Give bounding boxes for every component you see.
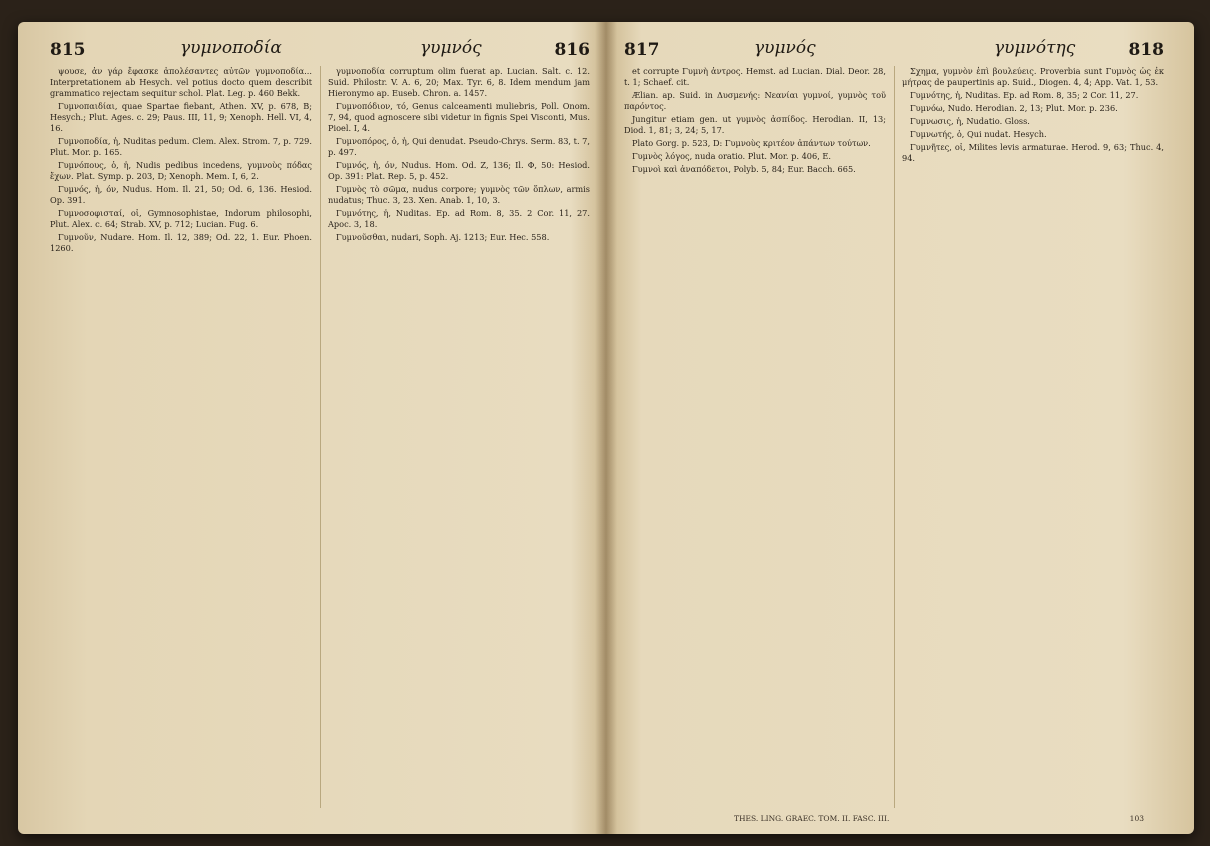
entry-paragraph: Γυμνωσις, ἡ, Nudatio. Gloss.: [910, 116, 1030, 126]
entry-paragraph: Γυμνός, ἡ, όν, Nudus. Hom. Il. 21, 50; Od. 6, 136. Hesiod. Op. 391.: [50, 184, 312, 205]
entry-paragraph: Γυμνοπόρος, ὁ, ἡ, Qui denudat. Pseudo-Chrys. Serm. 83, t. 7, p. 497.: [328, 136, 590, 157]
page-number: 816: [554, 40, 590, 60]
entry-paragraph: Γυμνὸς τὸ σῶμα, nudus corpore; γυμνὸς τῶν ὅπλων, armis nudatus; Thuc. 3, 23. Xen. Anab. 1, 10, 3.: [328, 184, 590, 205]
entry-paragraph: Γυμνοπαιδίαι, quae Spartae fiebant, Athen. XV, p. 678, B; Hesych.; Plut. Ages. c. 29; Paus. III, 11, 9; Xenoph. Hell. VI, 4, 16.: [50, 101, 312, 133]
entry-paragraph: Ælian. ap. Suid. in Δυσμενής: Νεανίαι γυμνοί, γυμνὸς τοῦ παρόντος.: [624, 90, 886, 111]
page-footer: [624, 814, 1164, 828]
open-book: [18, 22, 1194, 834]
entry-paragraph: Γυμνοῦν, Nudare. Hom. Il. 12, 389; Od. 22, 1. Eur. Phoen. 1260.: [50, 232, 312, 253]
entry-paragraph: Jungitur etiam gen. ut γυμνὸς ἀσπίδος. Herodian. II, 13; Diod. 1, 81; 3, 24; 5, 17.: [624, 114, 886, 135]
signature-mark: THES. LING. GRAEC. TOM. II. FASC. III.: [734, 814, 890, 823]
entry-paragraph: Γυμνότης, ἡ, Nuditas. Ep. ad Rom. 8, 35; 2 Cor. 11, 27.: [910, 90, 1139, 100]
entry-paragraph: Γυμνοσοφισταί, οἱ, Gymnosophistae, Indorum philosophi, Plut. Alex. c. 64; Strab. XV, p. 712; Lucian. Fug. 6.: [50, 208, 312, 229]
entry-paragraph: Γυμνοποδία, ἡ, Nuditas pedum. Clem. Alex. Strom. 7, p. 729. Plut. Mor. p. 165.: [50, 136, 312, 157]
column-rule: [320, 66, 321, 808]
sheet-number: 103: [1129, 814, 1144, 823]
entry-paragraph: Γυμνοπόδιον, τό, Genus calceamenti muliebris, Poll. Onom. 7, 94, quod agnoscere sibi videtur in fignis Spei Visconti, Mus. Pioel. I, 4.: [328, 101, 590, 133]
entry-paragraph: Γυμνοῦσθαι, nudari, Soph. Aj. 1213; Eur. Hec. 558.: [336, 232, 550, 242]
page-number: 818: [1128, 40, 1164, 60]
page-number: 815: [50, 40, 86, 60]
entry-paragraph: Γυμνόω, Nudo. Herodian. 2, 13; Plut. Mor. p. 236.: [910, 103, 1118, 113]
entry-paragraph: Γυμνωτής, ὁ, Qui nudat. Hesych.: [910, 129, 1047, 139]
entry-paragraph: Σχημα, γυμνὸν ἐπὶ βουλεύεις. Proverbia sunt Γυμνὸς ὡς ἐκ μήτρας de paupertinis ap. Suid., Diogen. 4, 4; App. Vat. 1, 53.: [902, 66, 1164, 87]
left-page: [50, 38, 590, 808]
text-column: [902, 66, 1164, 808]
entry-paragraph: ψουσε, ἀν γάρ ἔφασκε ἀπολέσαντες αὐτῶν γυμνοποδία... Interpretationem ab Hesych. vel potius docto quem describit grammatico rejectam sequitur schol. Plat. Leg. p. 460 Bekk.: [50, 66, 312, 98]
running-title: γυμνός: [754, 38, 816, 58]
running-title: γυμνοποδία: [180, 38, 282, 58]
entry-paragraph: Γυμνοὶ καὶ ἀναπόδετοι, Polyb. 5, 84; Eur. Bacch. 665.: [632, 164, 856, 174]
right-page-header: [624, 38, 1164, 60]
text-column: [624, 66, 886, 808]
book-gutter: [595, 22, 617, 834]
column-rule: [894, 66, 895, 808]
entry-paragraph: Γυμνὸς λόγος, nuda oratio. Plut. Mor. p. 406, E.: [632, 151, 831, 161]
entry-paragraph: γυμνοποδία corruptum olim fuerat ap. Lucian. Salt. c. 12. Suid. Philostr. V. A. 6, 20; Max. Tyr. 6, 8. Idem mendum jam Hieronymo ap. Euseb. Chron. a. 1457.: [328, 66, 590, 98]
entry-paragraph: Γυμνῆτες, οἱ, Milites levis armaturae. Herod. 9, 63; Thuc. 4, 94.: [902, 142, 1164, 163]
entry-paragraph: et corrupte Γυμνὴ ἀντρος. Hemst. ad Lucian. Dial. Deor. 28, t. 1; Schaef. cit.: [624, 66, 886, 87]
running-title: γυμνός: [420, 38, 482, 58]
right-page: [624, 38, 1164, 823]
entry-paragraph: Γυμνός, ἡ, όν, Nudus. Hom. Od. Z, 136; Il. Φ, 50: Hesiod. Op. 391: Plat. Rep. 5, p. 452.: [328, 160, 590, 181]
page-number: 817: [624, 40, 660, 60]
entry-paragraph: Γυμνότης, ἡ, Nuditas. Ep. ad Rom. 8, 35. 2 Cor. 11, 27. Apoc. 3, 18.: [328, 208, 590, 229]
text-column: [328, 66, 590, 808]
entry-paragraph: Γυμνόπους, ὁ, ἡ, Nudis pedibus incedens, γυμνοὺς πόδας ἔχων. Plat. Symp. p. 203, D; Xenoph. Mem. I, 6, 2.: [50, 160, 312, 181]
text-column: [50, 66, 312, 808]
entry-paragraph: Plato Gorg. p. 523, D: Γυμνοὺς κριτέον ἀπάντων τούτων.: [632, 138, 871, 148]
running-title: γυμνότης: [994, 38, 1076, 58]
left-page-header: [50, 38, 590, 60]
